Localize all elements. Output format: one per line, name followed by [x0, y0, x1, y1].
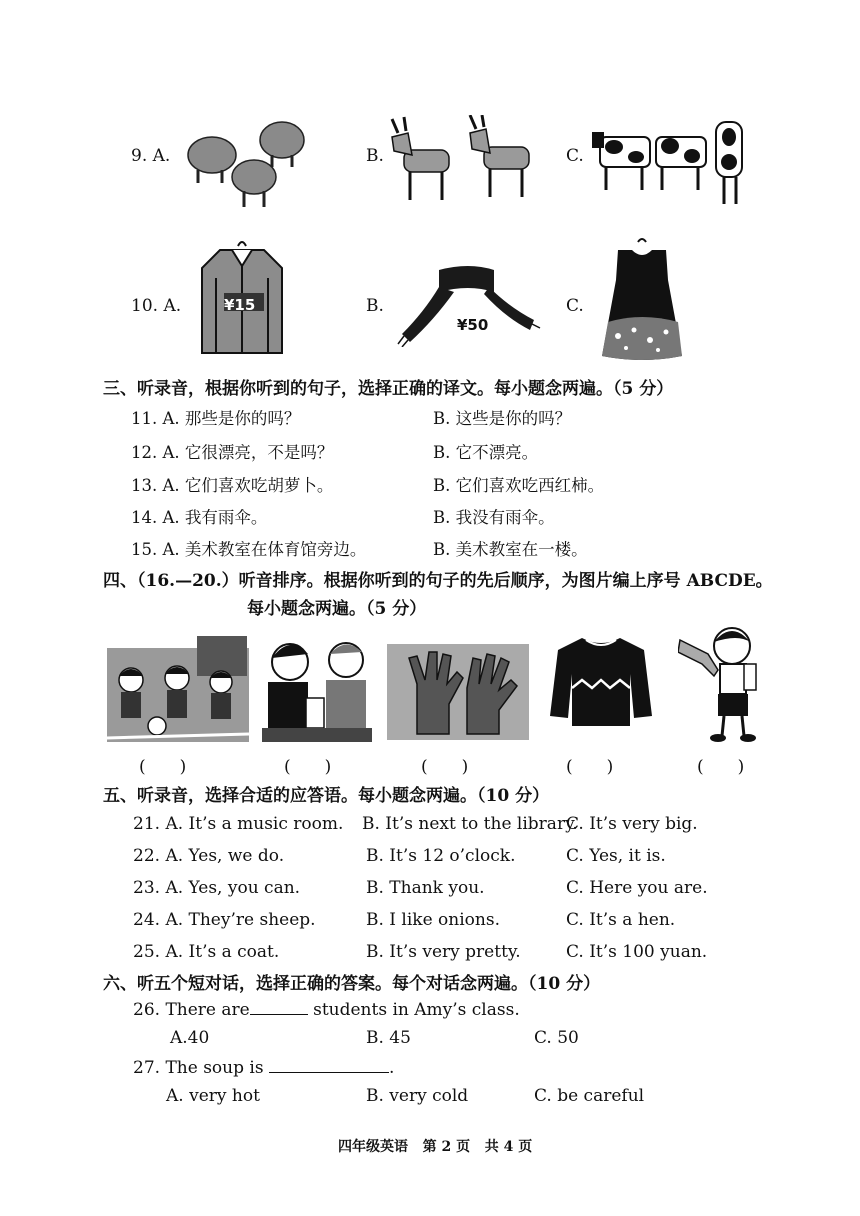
q27-stem-pre: 27. The soup is: [133, 1058, 264, 1078]
section-5-heading: 五、听录音，选择合适的应答语。每小题念两遍。（10 分）: [103, 786, 550, 806]
q26-option-c: C. 50: [534, 1028, 579, 1048]
footer-page: 第 2 页: [422, 1139, 471, 1155]
q24-option-b: B. I like onions.: [366, 910, 500, 930]
q25-option-c: C. It’s 100 yuan.: [566, 942, 708, 962]
q27-option-b: B. very cold: [366, 1086, 469, 1106]
q15-option-a: 15. A. 美术教室在体育馆旁边。: [131, 540, 367, 559]
q9-b-label: B.: [366, 146, 384, 166]
q13-option-a: 13. A. 它们喜欢吃胡萝卜。: [131, 476, 334, 495]
q27-blank[interactable]: [269, 1072, 389, 1073]
q23-option-b: B. Thank you.: [366, 878, 485, 898]
scarf-icon: [394, 262, 544, 351]
shirt-price-tag: ¥15: [224, 296, 256, 314]
q10-c-label: C.: [566, 296, 584, 316]
section-4-heading-line2: 每小题念两遍。（5 分）: [247, 599, 427, 619]
q23-option-a: 23. A. Yes, you can.: [133, 878, 301, 898]
order-bracket-1[interactable]: ( ): [139, 757, 187, 777]
footer-total: 共 4 页: [484, 1139, 533, 1155]
q15-option-b: B. 美术教室在一楼。: [433, 540, 588, 559]
q27-stem-post: .: [388, 1058, 395, 1078]
q26-stem-post: students in Amy’s class.: [313, 1000, 520, 1020]
q26-blank[interactable]: [250, 1014, 308, 1015]
people-drinking-icon: [262, 628, 372, 748]
sweater-icon: [548, 634, 654, 734]
q25-option-b: B. It’s very pretty.: [366, 942, 521, 962]
q26-option-a: A.40: [170, 1028, 210, 1048]
order-bracket-4[interactable]: ( ): [566, 757, 614, 777]
gloves-icon: [387, 644, 529, 744]
q14-option-a: 14. A. 我有雨伞。: [131, 508, 268, 527]
q12-option-a: 12. A. 它很漂亮，不是吗？: [131, 443, 334, 462]
q12-option-b: B. 它不漂亮。: [433, 443, 539, 462]
q21-option-a: 21. A. It’s a music room.: [133, 814, 344, 834]
q24-option-c: C. It’s a hen.: [566, 910, 676, 930]
q9-c-label: C.: [566, 146, 584, 166]
q22-option-b: B. It’s 12 o’clock.: [366, 846, 516, 866]
q22-option-c: C. Yes, it is.: [566, 846, 666, 866]
section-3-heading: 三、听录音，根据你听到的句子，选择正确的译文。每小题念两遍。（5 分）: [103, 379, 674, 399]
goat-icon: [384, 115, 544, 214]
q14-option-b: B. 我没有雨伞。: [433, 508, 555, 527]
q23-option-c: C. Here you are.: [566, 878, 708, 898]
q21-option-c: C. It’s very big.: [566, 814, 698, 834]
q26-stem: [133, 1000, 520, 1020]
boy-with-jacket-icon: [678, 620, 774, 748]
q26-stem-pre: 26. There are: [133, 1000, 250, 1020]
q11-option-b: B. 这些是你的吗？: [433, 409, 572, 428]
q11-option-a: 11. A. 那些是你的吗？: [131, 409, 301, 428]
children-playing-icon: [107, 628, 249, 748]
q26-option-b: B. 45: [366, 1028, 411, 1048]
q24-option-a: 24. A. They’re sheep.: [133, 910, 316, 930]
q10-label: 10. A.: [131, 296, 182, 316]
page-footer: [338, 1136, 532, 1156]
q10-b-label: B.: [366, 296, 384, 316]
order-bracket-2[interactable]: ( ): [284, 757, 332, 777]
scarf-price-tag: ¥50: [457, 316, 489, 334]
q9-label: 9. A.: [131, 146, 171, 166]
sheep-icon: [184, 115, 314, 214]
dress-icon: [598, 236, 686, 368]
q13-option-b: B. 它们喜欢吃西红柿。: [433, 476, 605, 495]
order-bracket-3[interactable]: ( ): [421, 757, 469, 777]
cow-icon: [592, 112, 752, 216]
q22-option-a: 22. A. Yes, we do.: [133, 846, 285, 866]
q21-option-b: B. It’s next to the library.: [362, 814, 578, 834]
section-4-heading: 四、（16.—20.）听音排序。根据你听到的句子的先后顺序，为图片编上序号 ABCDE。: [103, 571, 773, 591]
footer-subject: 四年级英语: [338, 1139, 408, 1155]
section-6-heading: 六、听五个短对话，选择正确的答案。每个对话念两遍。（10 分）: [103, 974, 601, 994]
order-bracket-5[interactable]: ( ): [697, 757, 745, 777]
q27-stem: [133, 1058, 394, 1078]
q25-option-a: 25. A. It’s a coat.: [133, 942, 280, 962]
q27-option-a: A. very hot: [166, 1086, 260, 1106]
q27-option-c: C. be careful: [534, 1086, 645, 1106]
